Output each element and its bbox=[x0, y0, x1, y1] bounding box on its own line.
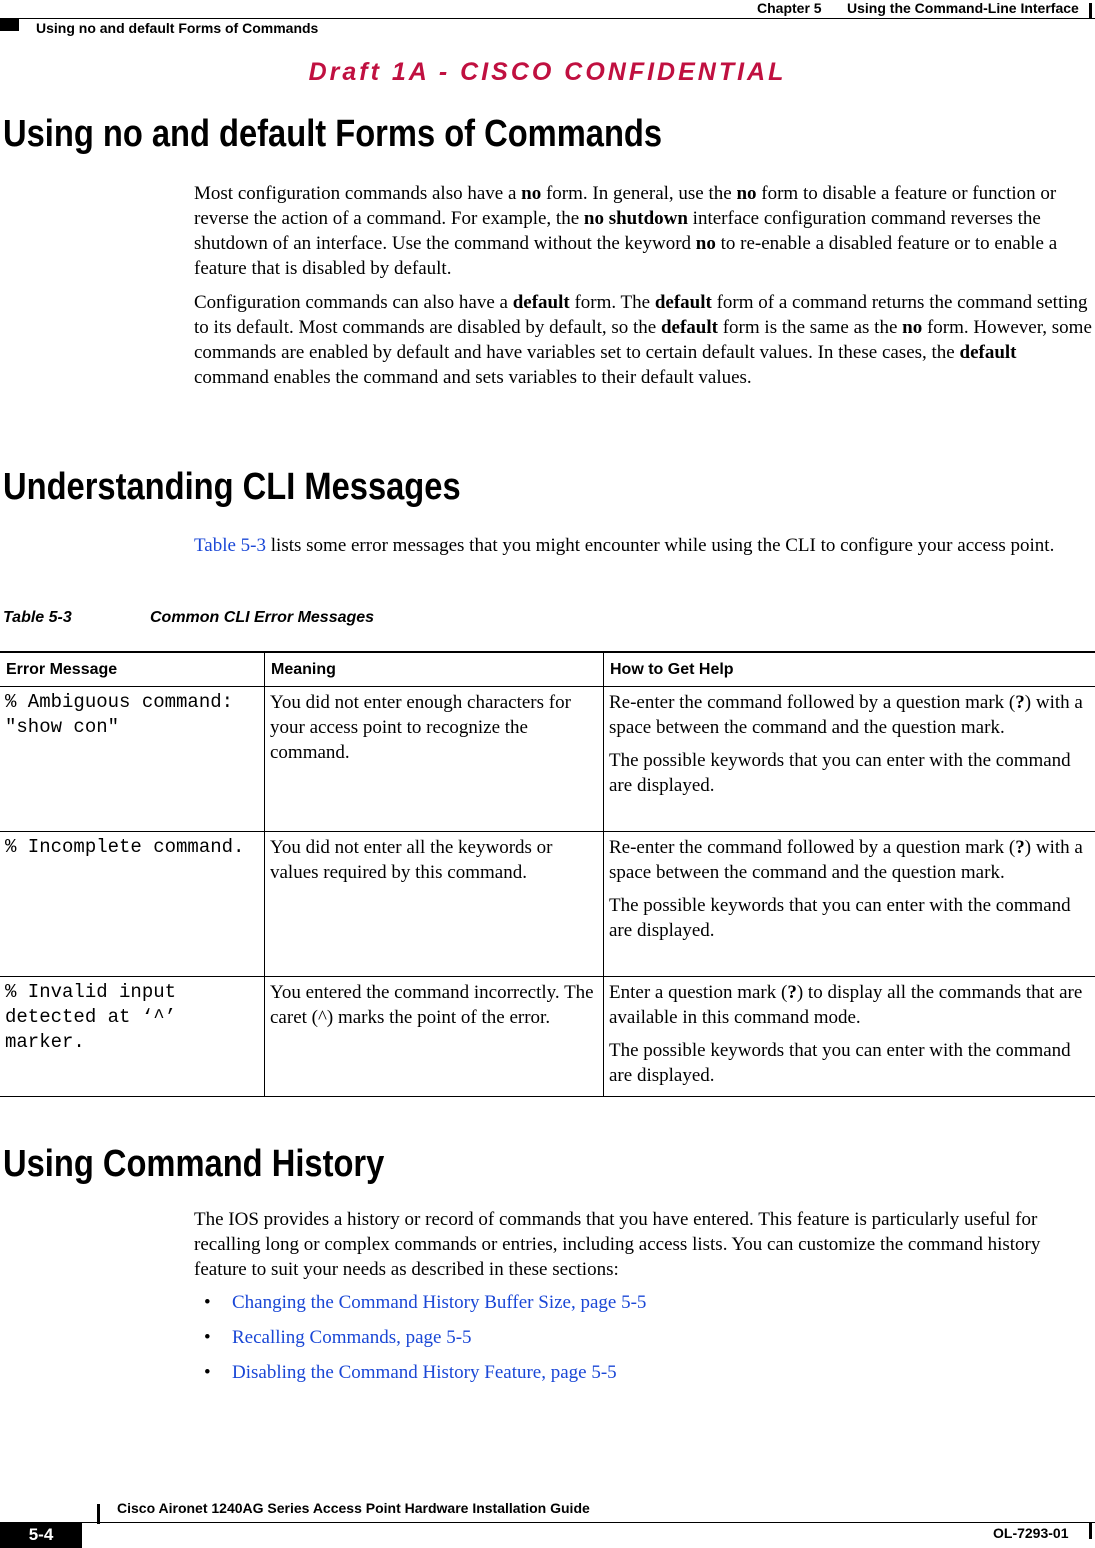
table-row bbox=[0, 832, 1095, 977]
section-title-cli-messages: Understanding CLI Messages bbox=[3, 466, 461, 508]
link-disabling-history[interactable]: Disabling the Command History Feature, page 5-5 bbox=[232, 1362, 617, 1383]
chapter-label: Chapter 5 bbox=[757, 0, 822, 16]
section3-body bbox=[194, 1207, 1092, 1395]
table-row bbox=[0, 687, 1095, 832]
section3-paragraph: The IOS provides a history or record of commands that you have entered. This feature is particularly useful for recalling long or complex commands or entries, including access lists. You can customize the command history feature to suit your needs as described in these sections: bbox=[194, 1209, 1041, 1280]
help-cell: Re-enter the command followed by a question mark (?) with a space between the command and the question mark. The possible keywords that you can enter with the command are displayed. bbox=[604, 832, 1095, 977]
bullet-icon: • bbox=[204, 1327, 211, 1348]
guide-title: Cisco Aironet 1240AG Series Access Point Hardware Installation Guide bbox=[117, 1500, 590, 1516]
table-reference-link[interactable]: Table 5-3 bbox=[194, 535, 267, 556]
error-message-cell: % Ambiguous command: "show con" bbox=[0, 687, 265, 832]
confidential-watermark: Draft 1A - CISCO CONFIDENTIAL bbox=[308, 58, 787, 86]
header-tab bbox=[0, 18, 19, 31]
section1-paragraph-1: Most configuration commands also have a no form. In general, use the no form to disable a feature or function or reverse the action of a command. For example, the no shutdown interface configuration command reverses the shutdown of an interface. Use the command without the keyword no to re-enable a disabled feature or to enable a feature that is disabled by default. bbox=[194, 183, 1058, 279]
list-item bbox=[194, 1290, 1092, 1315]
list-item bbox=[194, 1360, 1092, 1385]
meaning-cell: You entered the command incorrectly. The caret (^) marks the point of the error. bbox=[265, 977, 604, 1097]
list-item bbox=[194, 1325, 1092, 1350]
bullet-icon: • bbox=[204, 1292, 211, 1313]
history-topics-list bbox=[194, 1290, 1092, 1385]
meaning-cell: You did not enter all the keywords or values required by this command. bbox=[265, 832, 604, 977]
help-cell: Re-enter the command followed by a question mark (?) with a space between the command and the question mark. The possible keywords that you can enter with the command are displayed. bbox=[604, 687, 1095, 832]
header-right-bar bbox=[1089, 3, 1092, 19]
page-number: 5-4 bbox=[28, 1525, 54, 1544]
table-row bbox=[0, 977, 1095, 1097]
column-header-meaning: Meaning bbox=[265, 652, 604, 687]
table-caption-title: Common CLI Error Messages bbox=[150, 609, 375, 626]
cli-error-table bbox=[0, 651, 1095, 1097]
bullet-icon: • bbox=[204, 1362, 211, 1383]
column-header-error: Error Message bbox=[0, 652, 265, 687]
table-caption-label: Table 5-3 bbox=[3, 609, 72, 626]
link-buffer-size[interactable]: Changing the Command History Buffer Size, page 5-5 bbox=[232, 1292, 647, 1313]
error-message-cell: % Incomplete command. bbox=[0, 832, 265, 977]
link-recalling-commands[interactable]: Recalling Commands, page 5-5 bbox=[232, 1327, 472, 1348]
section-title-no-default: Using no and default Forms of Commands bbox=[3, 113, 663, 155]
section-title-command-history: Using Command History bbox=[3, 1143, 385, 1185]
section1-paragraph-2: Configuration commands can also have a default form. The default form of a command returns the command setting to its default. Most commands are disabled by default, so the default form is the same as the no form. However, some commands are enabled by default and have variables set to certain default values. In these cases, the default command enables the command and sets variables to their default values. bbox=[194, 292, 1092, 388]
meaning-cell: You did not enter enough characters for your access point to recognize the command. bbox=[265, 687, 604, 832]
error-message-cell: % Invalid input detected at ‘^’ marker. bbox=[0, 977, 265, 1097]
footer-left-bar bbox=[97, 1504, 100, 1524]
help-cell: Enter a question mark (?) to display all the commands that are available in this command mode. The possible keywords that you can enter with the command are displayed. bbox=[604, 977, 1095, 1097]
footer-rule bbox=[0, 1522, 1095, 1523]
header-section: Using no and default Forms of Commands bbox=[36, 20, 319, 36]
document-number: OL-7293-01 bbox=[993, 1525, 1069, 1541]
column-header-help: How to Get Help bbox=[604, 652, 1095, 687]
table-header-row bbox=[0, 652, 1095, 687]
footer-right-bar bbox=[1089, 1523, 1092, 1539]
page-number-tab bbox=[0, 1522, 82, 1548]
header-rule bbox=[0, 18, 1095, 19]
section1-body bbox=[194, 181, 1092, 399]
section2-intro: Table 5-3 lists some error messages that you might encounter while using the CLI to configure your access point. bbox=[194, 535, 1055, 556]
chapter-title: Using the Command-Line Interface bbox=[847, 0, 1079, 16]
